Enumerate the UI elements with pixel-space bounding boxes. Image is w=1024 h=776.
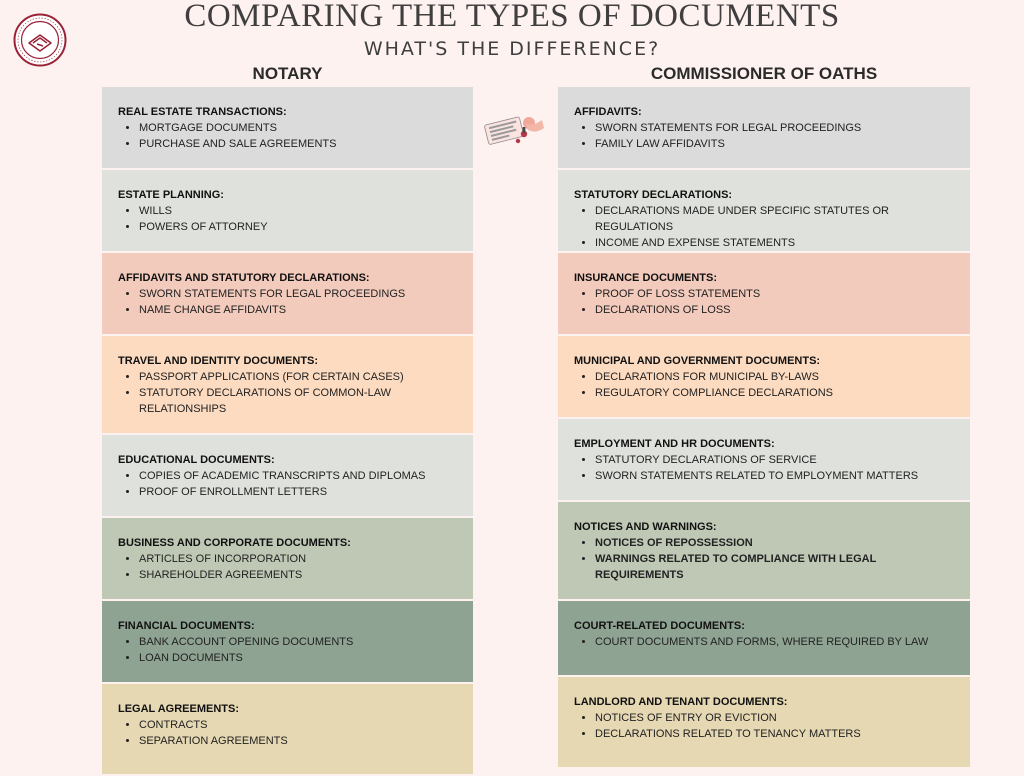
notary-card-travel-identity [102,336,473,433]
notary-card-real-estate [102,87,473,168]
list-item: • POWERS OF ATTORNEY [139,219,463,235]
notary-card-educational [102,435,473,516]
card-title: AFFIDAVITS AND STATUTORY DECLARATIONS: [118,272,370,284]
list-item: • DECLARATIONS FOR MUNICIPAL BY-LAWS [595,369,960,385]
document-signing-icon [482,108,548,150]
list-item: • REGULATORY COMPLIANCE DECLARATIONS [595,385,960,401]
list-item: • MORTGAGE DOCUMENTS [139,120,463,136]
card-title: ESTATE PLANNING: [118,189,224,201]
notary-card-estate-planning [102,170,473,251]
list-item: • DECLARATIONS OF LOSS [595,302,960,318]
card-title: INSURANCE DOCUMENTS: [574,272,717,284]
notary-card-financial [102,601,473,682]
card-title: NOTICES AND WARNINGS: [574,521,717,533]
list-item: • SWORN STATEMENTS FOR LEGAL PROCEEDINGS [139,286,463,302]
commissioner-card-statutory [558,170,970,251]
list-item: • PASSPORT APPLICATIONS (FOR CERTAIN CASES) [139,369,463,385]
list-item: • INCOME AND EXPENSE STATEMENTS [595,235,960,251]
list-item: • SWORN STATEMENTS FOR LEGAL PROCEEDINGS [595,120,960,136]
list-item: • SEPARATION AGREEMENTS [139,733,463,749]
commissioner-column [558,87,970,769]
list-item: • LOAN DOCUMENTS [139,650,463,666]
list-item: • BANK ACCOUNT OPENING DOCUMENTS [139,634,463,650]
commissioner-card-employment [558,419,970,500]
commissioner-card-insurance [558,253,970,334]
list-item: • DECLARATIONS MADE UNDER SPECIFIC STATUTES OR REGULATIONS [595,203,960,235]
list-item: • DECLARATIONS RELATED TO TENANCY MATTERS [595,726,960,742]
list-item: • NOTICES OF REPOSSESSION [595,535,960,551]
list-item: • CONTRACTS [139,717,463,733]
card-title: STATUTORY DECLARATIONS: [574,189,733,201]
card-title: BUSINESS AND CORPORATE DOCUMENTS: [118,537,351,549]
notary-card-legal-agreements [102,684,473,774]
card-title: LEGAL AGREEMENTS: [118,703,240,715]
commissioner-heading: COMMISSIONER OF OATHS [650,64,878,83]
list-item: • STATUTORY DECLARATIONS OF SERVICE [595,452,960,468]
list-item: • ARTICLES OF INCORPORATION [139,551,463,567]
list-item: • COURT DOCUMENTS AND FORMS, WHERE REQUIRED BY LAW [595,634,960,650]
list-item: • WARNINGS RELATED TO COMPLIANCE WITH LEGAL REQUIREMENTS [595,551,960,583]
list-item: • PROOF OF LOSS STATEMENTS [595,286,960,302]
list-item: • WILLS [139,203,463,219]
card-title: REAL ESTATE TRANSACTIONS: [118,106,287,118]
commissioner-card-notices [558,502,970,599]
card-title: LANDLORD AND TENANT DOCUMENTS: [574,696,788,708]
card-title: COURT-RELATED DOCUMENTS: [574,620,745,632]
card-title: EMPLOYMENT AND HR DOCUMENTS: [574,438,775,450]
notary-card-business-corporate [102,518,473,599]
card-title: FINANCIAL DOCUMENTS: [118,620,255,632]
commissioner-card-court [558,601,970,675]
card-title: EDUCATIONAL DOCUMENTS: [118,454,275,466]
commissioner-card-municipal [558,336,970,417]
page-title: COMPARING THE TYPES OF DOCUMENTS [184,0,840,34]
list-item: • FAMILY LAW AFFIDAVITS [595,136,960,152]
list-item: • COPIES OF ACADEMIC TRANSCRIPTS AND DIPLOMAS [139,468,463,484]
list-item: • SHAREHOLDER AGREEMENTS [139,567,463,583]
card-title: AFFIDAVITS: [574,106,642,118]
commissioner-card-landlord-tenant [558,677,970,767]
notary-heading: NOTARY [252,64,323,83]
list-item: • NOTICES OF ENTRY OR EVICTION [595,710,960,726]
card-title: MUNICIPAL AND GOVERNMENT DOCUMENTS: [574,355,821,367]
list-item: • STATUTORY DECLARATIONS OF COMMON-LAW RELATIONSHIPS [139,385,463,417]
commissioner-card-affidavits [558,87,970,168]
page-subtitle: WHAT'S THE DIFFERENCE? [363,38,661,60]
list-item: • PROOF OF ENROLLMENT LETTERS [139,484,463,500]
list-item: • PURCHASE AND SALE AGREEMENTS [139,136,463,152]
list-item: • SWORN STATEMENTS RELATED TO EMPLOYMENT MATTERS [595,468,960,484]
notary-column [102,87,473,776]
notary-card-affidavits [102,253,473,334]
card-title: TRAVEL AND IDENTITY DOCUMENTS: [118,355,319,367]
list-item: • NAME CHANGE AFFIDAVITS [139,302,463,318]
